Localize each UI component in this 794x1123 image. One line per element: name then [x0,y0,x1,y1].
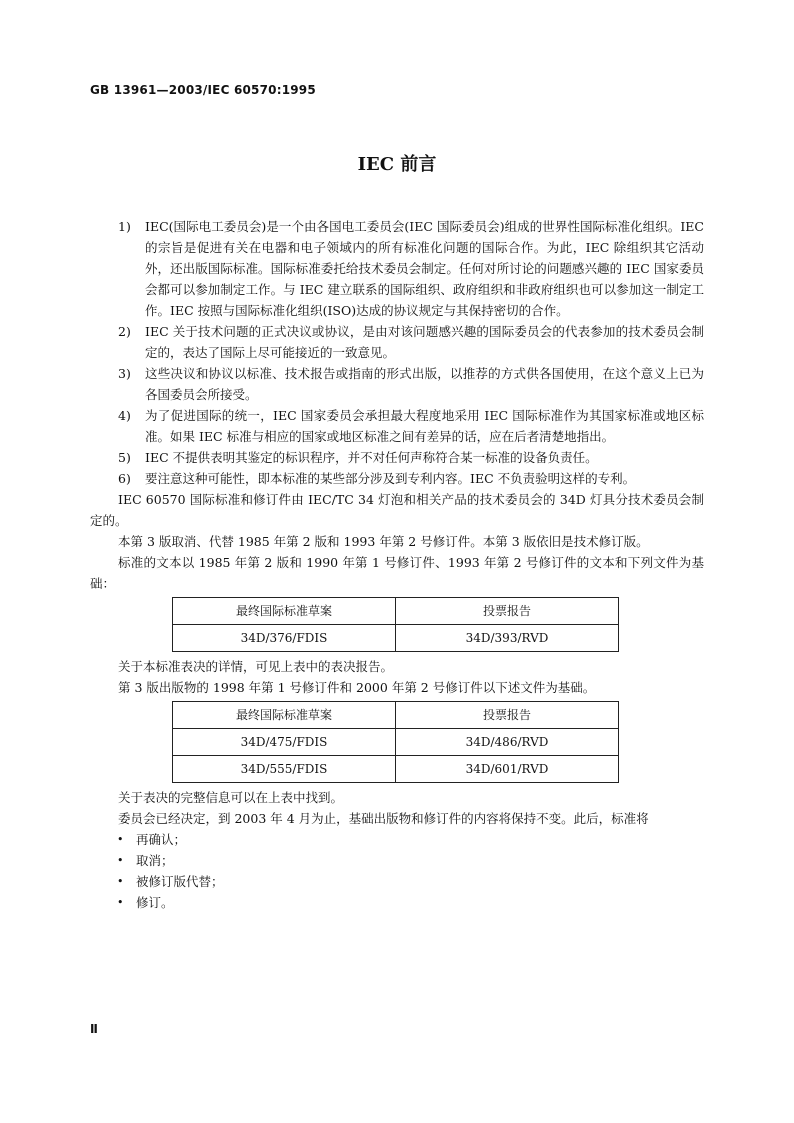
list-item [90,850,704,871]
paragraph-vote-details: 关于本标准表决的详情，可见上表中的表决报告。 [118,659,394,674]
paragraph-vote-info: 关于表决的完整信息可以在上表中找到。 [118,790,344,805]
item-number: 4) [118,408,131,423]
item-text: 这些决议和协议以标准、技术报告或指南的形式出版，以推荐的方式供各国使用，在这个意义上已为各国委员会所接受。 [145,366,704,402]
table-header-cell: 最终国际标准草案 [173,702,396,729]
bullet-icon: • [117,854,124,867]
item-text: 为了促进国际的统一，IEC 国家委员会承担最大程度地采用 IEC 国际标准作为其国家标准或地区标准。如果 IEC 标准与相应的国家或地区标准之间有差异的话，应在后者清楚地指出。 [145,408,704,444]
table-header-row [173,598,619,625]
paragraph-edition: 本第 3 版取消、代替 1985 年第 2 版和 1993 年第 2 号修订件。本第 3 版依旧是技术修订版。 [118,534,649,549]
table-row [173,756,619,783]
item-text: IEC(国际电工委员会)是一个由各国电工委员会(IEC 国际委员会)组成的世界性国际标准化组织。IEC 的宗旨是促进有关在电器和电子领域内的所有标准化问题的国际合作。为此，IEC 除组织其它活动外，还出版国际标准。国际标准委托给技术委员会制定。任何对所讨论的问题感兴趣的 IEC 国家委员会都可以参加制定工作。与 IEC 建立联系的国际组织、政府组织和非政府组织也可以参加这一制定工作。IEC 按照与国际标准化组织(ISO)达成的协议规定与其保持密切的合作。 [145,219,704,318]
voting-table-2 [172,701,619,783]
item-number: 6) [118,471,131,486]
list-item-text: 取消； [136,853,174,868]
standard-number-header: GB 13961—2003/IEC 60570:1995 [90,83,316,97]
bullet-icon: • [117,896,124,909]
table-cell: 34D/555/FDIS [173,756,396,783]
list-item [90,892,704,913]
bullet-icon: • [117,833,124,846]
table-cell: 34D/475/FDIS [173,729,396,756]
item-text: IEC 关于技术问题的正式决议或协议，是由对该问题感兴趣的国际委员会的代表参加的技术委员会制定的，表达了国际上尽可能接近的一致意见。 [145,324,704,360]
paragraph-committee: IEC 60570 国际标准和修订件由 IEC/TC 34 灯泡和相关产品的技术委员会的 34D 灯具分技术委员会制定的。 [90,492,704,528]
item-text: 要注意这种可能性，即本标准的某些部分涉及到专利内容。IEC 不负责验明这样的专利。 [145,471,636,486]
item-number: 2) [118,324,131,339]
table-cell: 34D/376/FDIS [173,625,396,652]
numbered-item-4 [90,405,704,447]
table-cell: 34D/486/RVD [396,729,619,756]
table-cell: 34D/393/RVD [396,625,619,652]
numbered-item-2 [90,321,704,363]
list-item-text: 修订。 [136,895,174,910]
numbered-item-1 [90,216,704,321]
table-row [173,625,619,652]
list-item [90,871,704,892]
voting-table-1 [172,597,619,652]
table-cell: 34D/601/RVD [396,756,619,783]
item-number: 1) [118,219,131,234]
paragraph-decision: 委员会已经决定，到 2003 年 4 月为止，基础出版物和修订件的内容将保持不变。此后，标准将 [118,811,649,826]
table-header-cell: 投票报告 [396,702,619,729]
item-text: IEC 不提供表明其鉴定的标识程序，并不对任何声称符合某一标准的设备负责任。 [145,450,598,465]
numbered-item-5 [90,447,704,468]
numbered-item-6 [90,468,704,489]
bullet-icon: • [117,875,124,888]
page-title: IEC 前言 [357,154,437,175]
document-body [90,216,704,913]
table-row [173,729,619,756]
table-header-cell: 最终国际标准草案 [173,598,396,625]
list-item-text: 被修订版代替； [136,874,224,889]
table-header-cell: 投票报告 [396,598,619,625]
table-header-row [173,702,619,729]
item-number: 5) [118,450,131,465]
page-number: Ⅱ [90,1022,98,1036]
numbered-item-3 [90,363,704,405]
list-item [90,829,704,850]
paragraph-amendments: 第 3 版出版物的 1998 年第 1 号修订件和 2000 年第 2 号修订件以下述文件为基础。 [118,680,596,695]
list-item-text: 再确认； [136,832,187,847]
item-number: 3) [118,366,131,381]
paragraph-basis: 标准的文本以 1985 年第 2 版和 1990 年第 1 号修订件、1993 年第 2 号修订件的文本和下列文件为基础： [90,555,704,591]
